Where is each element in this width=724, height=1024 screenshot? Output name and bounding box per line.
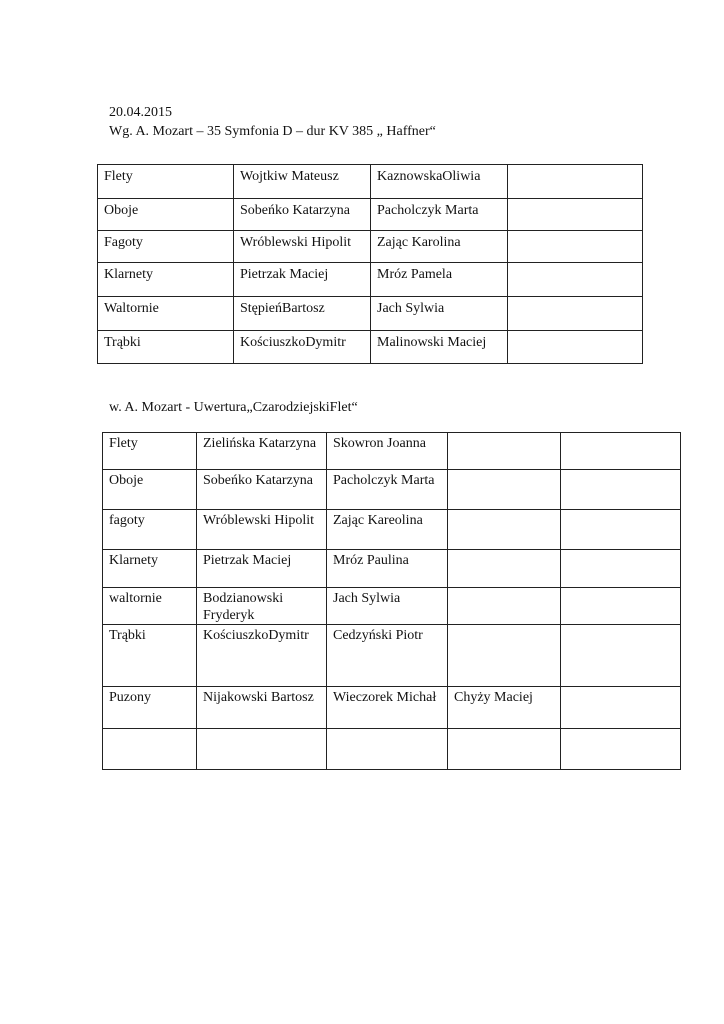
table-row: [98, 331, 643, 364]
table-row: [98, 231, 643, 263]
musician-cell: Cedzyński Piotr: [327, 625, 448, 687]
musician-cell: Pietrzak Maciej: [234, 263, 371, 297]
musician-cell: [508, 331, 643, 364]
table-row: [103, 588, 681, 625]
musician-cell: Wojtkiw Mateusz: [234, 165, 371, 199]
musician-cell: Chyży Maciej: [448, 687, 561, 729]
piece-title-haffner: Wg. A. Mozart – 35 Symfonia D – dur KV 385 „ Haffner“: [109, 124, 436, 139]
table-row: [103, 729, 681, 770]
table-row: [98, 165, 643, 199]
table-row: [103, 687, 681, 729]
musician-cell: Wróblewski Hipolit: [234, 231, 371, 263]
instrument-cell: Oboje: [98, 199, 234, 231]
instrument-cell: waltornie: [103, 588, 197, 625]
musician-cell: [448, 470, 561, 510]
instrument-assignment-table-haffner: [97, 164, 643, 364]
musician-cell: [508, 199, 643, 231]
musician-cell: Jach Sylwia: [371, 297, 508, 331]
musician-cell: StępieńBartosz: [234, 297, 371, 331]
instrument-cell: Flety: [98, 165, 234, 199]
table-row: [103, 470, 681, 510]
instrument-cell: Puzony: [103, 687, 197, 729]
musician-cell: Mróz Paulina: [327, 550, 448, 588]
musician-cell: Pacholczyk Marta: [371, 199, 508, 231]
musician-cell: KaznowskaOliwia: [371, 165, 508, 199]
musician-cell: Zielińska Katarzyna: [197, 433, 327, 470]
table-row: [103, 433, 681, 470]
musician-cell: Bodzianowski Fryderyk: [197, 588, 327, 625]
table-row: [103, 625, 681, 687]
musician-cell: [197, 729, 327, 770]
instrument-cell: Oboje: [103, 470, 197, 510]
musician-cell: [508, 263, 643, 297]
musician-cell: [327, 729, 448, 770]
musician-cell: Zając Kareolina: [327, 510, 448, 550]
musician-cell: [448, 729, 561, 770]
musician-cell: [448, 625, 561, 687]
musician-cell: [561, 433, 681, 470]
instrument-cell: Klarnety: [103, 550, 197, 588]
instrument-cell: Klarnety: [98, 263, 234, 297]
musician-cell: Sobeńko Katarzyna: [197, 470, 327, 510]
instrument-cell: fagoty: [103, 510, 197, 550]
musician-cell: [561, 510, 681, 550]
musician-cell: [448, 510, 561, 550]
musician-cell: [448, 550, 561, 588]
instrument-cell: [103, 729, 197, 770]
musician-cell: [508, 231, 643, 263]
musician-cell: [508, 297, 643, 331]
instrument-cell: Fagoty: [98, 231, 234, 263]
instrument-assignment-table-magic-flute: [102, 432, 681, 770]
musician-cell: Zając Karolina: [371, 231, 508, 263]
musician-cell: [448, 588, 561, 625]
musician-cell: KościuszkoDymitr: [197, 625, 327, 687]
table-row: [103, 510, 681, 550]
musician-cell: Mróz Pamela: [371, 263, 508, 297]
musician-cell: [561, 687, 681, 729]
musician-cell: KościuszkoDymitr: [234, 331, 371, 364]
musician-cell: Pacholczyk Marta: [327, 470, 448, 510]
table-row: [98, 199, 643, 231]
musician-cell: Nijakowski Bartosz: [197, 687, 327, 729]
instrument-cell: Trąbki: [103, 625, 197, 687]
instrument-cell: Flety: [103, 433, 197, 470]
musician-cell: Wieczorek Michał: [327, 687, 448, 729]
document-date: 20.04.2015: [109, 105, 172, 120]
table-row: [103, 550, 681, 588]
musician-cell: Sobeńko Katarzyna: [234, 199, 371, 231]
musician-cell: Malinowski Maciej: [371, 331, 508, 364]
musician-cell: [561, 588, 681, 625]
musician-cell: [508, 165, 643, 199]
piece-title-magic-flute: w. A. Mozart - Uwertura„CzarodziejskiFlet“: [109, 400, 358, 415]
instrument-cell: Trąbki: [98, 331, 234, 364]
musician-cell: [561, 729, 681, 770]
musician-cell: Skowron Joanna: [327, 433, 448, 470]
musician-cell: [448, 433, 561, 470]
musician-cell: [561, 550, 681, 588]
table-row: [98, 263, 643, 297]
table-row: [98, 297, 643, 331]
musician-cell: Pietrzak Maciej: [197, 550, 327, 588]
musician-cell: Wróblewski Hipolit: [197, 510, 327, 550]
instrument-cell: Waltornie: [98, 297, 234, 331]
musician-cell: [561, 470, 681, 510]
musician-cell: Jach Sylwia: [327, 588, 448, 625]
musician-cell: [561, 625, 681, 687]
